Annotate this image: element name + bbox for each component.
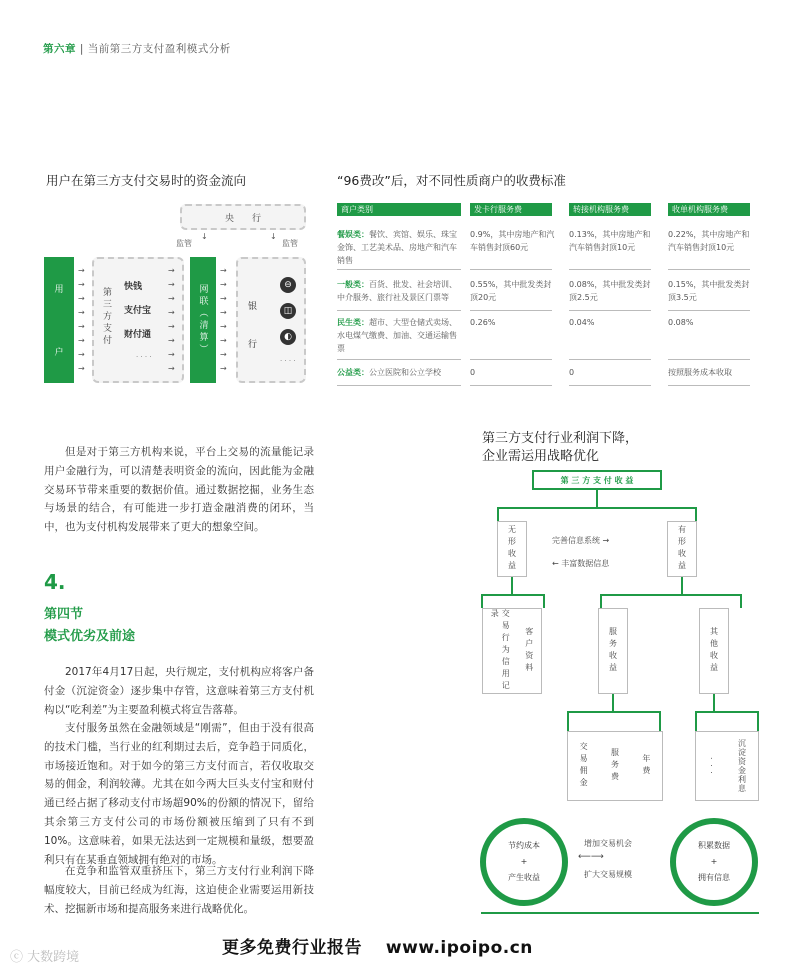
circle-right-plus: + [710, 857, 718, 866]
bank-box [236, 257, 306, 383]
circle-left-line-2: 产生收益 [508, 873, 540, 882]
intangible-node: 无形收益 [497, 521, 527, 577]
paragraph-4: 在竞争和监管双重挤压下，第三方支付行业利润下降幅度较大，目前已经成为红海，这迫使企业需要运用新技术、挖掘新市场和提高服务来进行战略优化。 [44, 865, 314, 915]
connector [567, 711, 661, 713]
circle-left [480, 818, 568, 906]
fee-row-category: 一般类：百货、批发、社会培训、中介服务、旅行社及景区门票等 [337, 280, 457, 302]
footer-text: 更多免费行业报告 www.ipoipo.cn [222, 938, 533, 958]
circle-right-line-2: 拥有信息 [698, 873, 730, 882]
connector [600, 594, 602, 608]
arrow-top-label: 增加交易机会 [584, 839, 632, 848]
divider [569, 310, 651, 311]
annual-fee-label: 年费 [641, 754, 651, 778]
third-party-ellipsis: · · · · [136, 353, 152, 361]
arrows-network-bank: → → → → → → → → [220, 266, 226, 373]
bank-logo-icon: ◫ [280, 303, 296, 319]
section-title: 模式优劣及前途 [44, 629, 136, 644]
connector [497, 507, 697, 509]
chapter-number: 第六章 [43, 43, 76, 55]
arrows-user-third: → → → → → → → → [78, 266, 84, 373]
arrow-bottom-label: 扩大交易规模 [584, 870, 632, 879]
fee-header-switch: 转接机构服务费 [569, 203, 651, 216]
connector [600, 594, 742, 596]
connector [695, 711, 697, 731]
divider [470, 359, 552, 360]
divider [668, 359, 750, 360]
connector [612, 694, 614, 712]
divider [337, 359, 461, 360]
connector [481, 594, 545, 596]
connector [497, 507, 499, 521]
other-children-node [695, 731, 759, 801]
commission-label: 交易佣金 [579, 742, 589, 790]
divider [668, 385, 750, 386]
bank-ellipsis: · · · · [280, 357, 296, 365]
other-revenue-node: 其他收益 [699, 608, 729, 694]
divider [668, 269, 750, 270]
mid-bottom-label: ← 丰富数据信息 [552, 559, 610, 568]
bank-char-1: 银 [248, 302, 258, 312]
paragraph-3: 支付服务虽然在金融领域是“刚需”，但由于没有很高的技术门槛，当行业的红利期过去后，竞争趋于同质化，市场接近饱和。对于如今的第三方支付而言，若仅收取交易的佣金，利润较薄。尤其在如今两大巨头支付宝和财付通已经占据了移动支付市场超90%的份额的情况下，留给其余第三方支付公司的市场份额被压缩到了只有不到10%。这意味着，如果无法达到一定规模和量级，想要盈利只有在某垂直领域拥有绝对的市场。 [44, 722, 314, 866]
chapter-header [43, 41, 231, 56]
connector [511, 577, 513, 595]
tree-title-line-2: 企业需运用战略优化 [482, 449, 600, 464]
fee-cell: 0.04% [569, 318, 595, 327]
fee-cell: 0.08% [668, 318, 694, 327]
paragraph-1: 但是对于第三方机构来说，平台上交易的流量能记录用户金融行为，可以清楚表明资金的流向，因此能为金融交易环节带来重要的数据价值。通过数据挖掘，业务生态与场景的结合，有可能进一步打造金融消费的闭环，当中，也为支付机构发展带来了更大的想象空间。 [44, 446, 314, 534]
fee-cell: 0 [470, 368, 476, 377]
chapter-title: | 当前第三方支付盈利模式分析 [79, 43, 231, 55]
kuaiqian-logo: 快钱 [124, 282, 143, 292]
divider [470, 269, 552, 270]
fee-cell: 0.22%，其中房地产和汽车销售封顶10元 [668, 230, 750, 252]
service-revenue-node: 服务收益 [598, 608, 628, 694]
user-char-1: 用 [54, 285, 64, 295]
arrow-down-icon: ↓ [201, 232, 208, 241]
connector [543, 594, 545, 608]
other-ellipsis: · · · [706, 757, 716, 775]
supervise-left: 监管 [176, 239, 192, 248]
root-node: 第 三 方 支 付 收 益 [532, 470, 662, 490]
network-bar [190, 257, 216, 383]
fee-header-acquirer: 收单机构服务费 [668, 203, 750, 216]
divider [668, 310, 750, 311]
connector [659, 711, 661, 731]
fee-cell: 0.08%，其中批发类封顶2.5元 [569, 280, 651, 302]
connector [596, 490, 598, 508]
section-label: 第四节 [44, 607, 84, 622]
divider [569, 269, 651, 270]
connector [713, 694, 715, 712]
divider [337, 269, 461, 270]
connector [681, 577, 683, 595]
tenpay-logo: 财付通 [124, 330, 152, 340]
mid-top-label: 完善信息系统 → [552, 536, 610, 545]
fee-cell: 0.13%，其中房地产和汽车销售封顶10元 [569, 230, 651, 252]
fee-cell: 0.9%，其中房地产和汽车销售封顶60元 [470, 230, 555, 252]
user-char-2: 户 [54, 348, 64, 358]
flow-title: 用户在第三方支付交易时的资金流向 [46, 173, 247, 188]
divider [470, 385, 552, 386]
circle-left-plus: + [520, 857, 528, 866]
connector [695, 507, 697, 521]
third-party-label: 第三方支付 [101, 287, 111, 347]
central-bank-box [180, 204, 306, 230]
circle-right [670, 818, 758, 906]
credit-record-label: 交易行为信用记录 [490, 609, 511, 693]
divider [569, 359, 651, 360]
fee-header-category: 商户类别 [337, 203, 461, 216]
bottom-line [481, 912, 759, 914]
network-label: 网联（清算） [197, 284, 208, 356]
connector [740, 594, 742, 608]
central-bank-label: 央 行 [224, 213, 261, 224]
double-arrow-icon: ⟵⟶ [578, 852, 604, 862]
fee-row-category: 餐娱类：餐饮、宾馆、娱乐、珠宝金饰、工艺美术品、房地产和汽车销售 [337, 230, 457, 265]
tangible-node: 有形收益 [667, 521, 697, 577]
arrow-down-icon: ↓ [270, 232, 277, 241]
connector [695, 711, 759, 713]
divider [569, 385, 651, 386]
section-number: 4. [44, 570, 66, 594]
fee-cell: 0.55%，其中批发类封顶20元 [470, 280, 552, 302]
bank-char-2: 行 [248, 340, 258, 350]
float-interest-label: 沉淀资金利息 [737, 739, 747, 793]
fee-header-issuer: 发卡行服务费 [470, 203, 552, 216]
credit-node [482, 608, 542, 694]
fee-cell: 0 [569, 368, 575, 377]
bank-logo-icon: ⊖ [280, 277, 296, 293]
fee-row-category: 公益类：公立医院和公立学校 [337, 368, 441, 377]
divider [337, 385, 461, 386]
customer-data-label: 客户资料 [524, 627, 534, 675]
circle-left-line-1: 节约成本 [508, 841, 540, 850]
divider [337, 310, 461, 311]
service-children-node [567, 731, 663, 801]
watermark: ⓒ 大数跨境 [10, 950, 80, 965]
bank-logo-icon: ◐ [280, 329, 296, 345]
divider [470, 310, 552, 311]
alipay-logo: 支付宝 [124, 306, 152, 316]
arrows-third-network: → → → → → → → → [168, 266, 174, 373]
supervise-right: 监管 [282, 239, 298, 248]
circle-right-line-1: 积累数据 [698, 841, 730, 850]
fee-title: “96费改”后，对不同性质商户的收费标准 [337, 173, 566, 188]
fee-row-category: 民生类：超市、大型仓储式卖场、水电煤气缴费、加油、交通运输售票 [337, 318, 457, 353]
connector [757, 711, 759, 731]
fee-cell: 0.15%，其中批发类封顶3.5元 [668, 280, 750, 302]
connector [567, 711, 569, 731]
fee-cell: 按照服务成本收取 [668, 368, 732, 377]
user-bar [44, 257, 74, 383]
service-fee-label: 服务费 [610, 748, 620, 784]
tree-title [482, 430, 638, 466]
tree-title-line-1: 第三方支付行业利润下降， [482, 431, 639, 446]
fee-cell: 0.26% [470, 318, 496, 327]
connector [481, 594, 483, 608]
paragraph-2: 2017年4月17日起，央行规定，支付机构应将客户备付金（沉淀资金）逐步集中存管，这意味着第三方支付机构以“吃利差”为主要盈利模式将宣告落幕。 [44, 666, 314, 716]
